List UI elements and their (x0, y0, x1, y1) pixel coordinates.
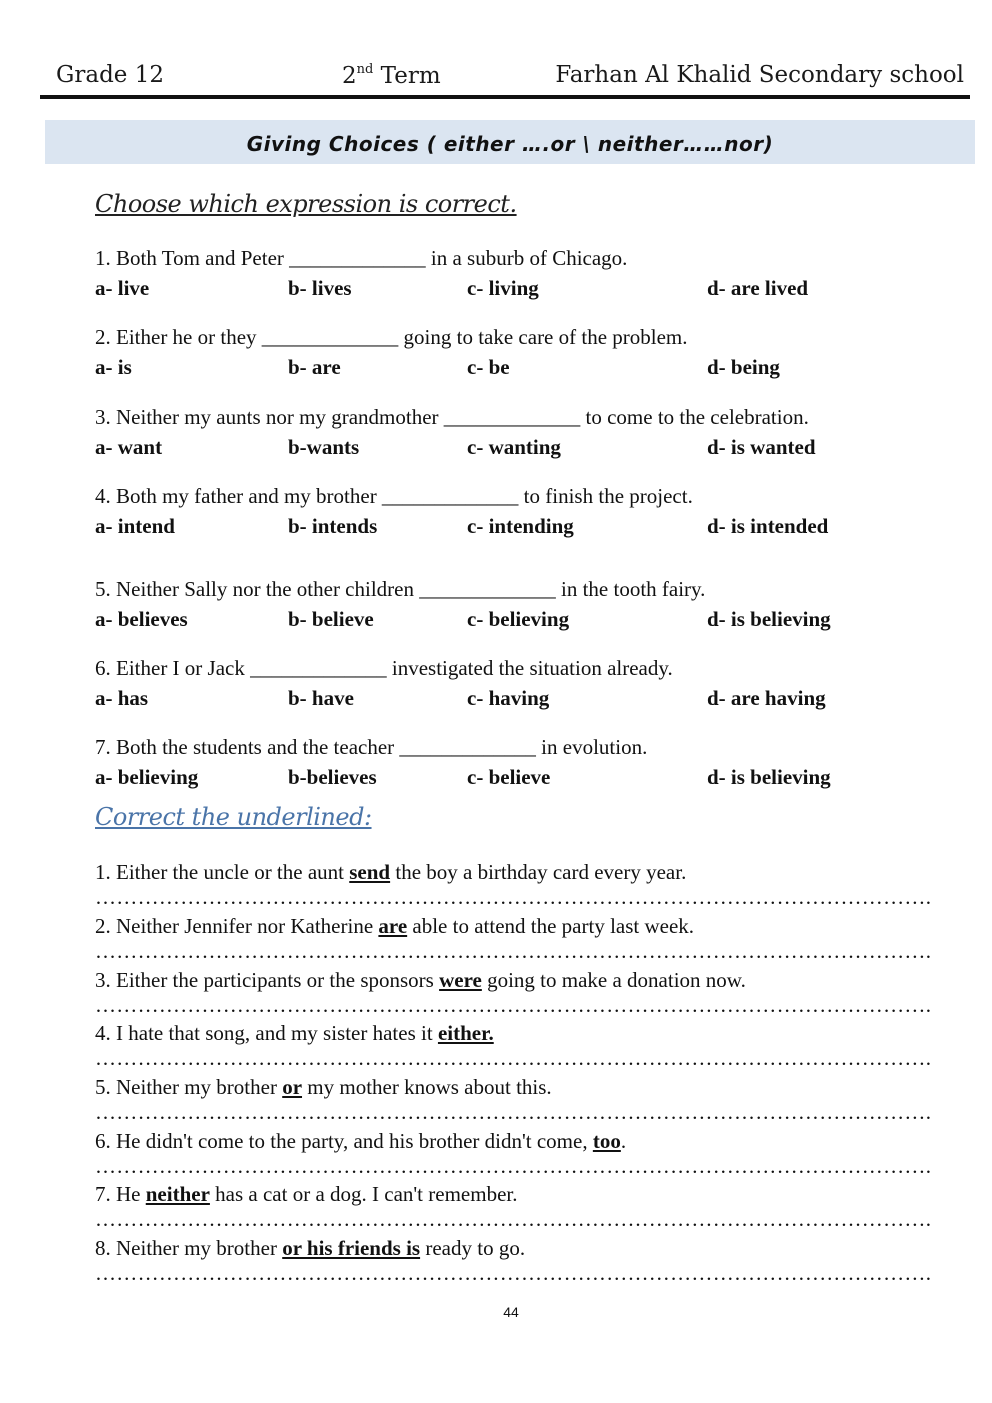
grade-label: Grade 12 (56, 62, 164, 88)
option: c- believing (467, 607, 570, 631)
answer-line: ………………………………………………………………………………………………………. (95, 1046, 932, 1070)
answer-line: ………………………………………………………………………………………………………. (95, 993, 932, 1017)
sentence-text: 4. I hate that song, and my sister hates it (95, 1021, 438, 1045)
correction-sentence (95, 1127, 975, 1155)
correction-sentence (95, 858, 975, 886)
option: a- intend (95, 514, 175, 538)
question (95, 574, 975, 634)
option: a- want (95, 435, 163, 459)
correction-item (95, 1127, 975, 1181)
option: b-wants (288, 435, 360, 459)
answer-line: ………………………………………………………………………………………………………. (95, 1154, 932, 1178)
option: d- is believing (707, 607, 831, 631)
sentence-text: 3. Either the participants or the sponsors (95, 968, 440, 992)
question (95, 243, 975, 303)
option: a- believing (95, 765, 199, 789)
correction-sentence (95, 1019, 975, 1047)
correction-sentence (95, 912, 975, 940)
option: a- has (95, 686, 149, 710)
underlined-word: either. (437, 1021, 494, 1045)
term-word: Term (373, 63, 441, 89)
question-stem: 1. Both Tom and Peter _____________ in a suburb of Chicago. (95, 246, 628, 270)
sentence-text: able to attend the party last week. (407, 914, 695, 938)
option: c- living (467, 276, 539, 300)
question-options (95, 273, 975, 303)
option: b- lives (288, 276, 352, 300)
question-options (95, 511, 975, 541)
question-stem: 7. Both the students and the teacher _____________ in evolution. (95, 735, 648, 759)
option: c- intending (467, 514, 574, 538)
sentence-text: 1. Either the uncle or the aunt (95, 860, 350, 884)
answer-line: ………………………………………………………………………………………………………. (95, 885, 932, 909)
question-options (95, 604, 975, 634)
page-number: 44 (503, 1304, 519, 1320)
question (95, 481, 975, 541)
correction-sentence (95, 1180, 975, 1208)
underlined-word: or his friends is (282, 1236, 421, 1260)
question-options (95, 352, 975, 382)
correction-item (95, 912, 975, 966)
correction-item (95, 1073, 975, 1127)
school-name: Farhan Al Khalid Secondary school (555, 62, 964, 88)
correction-item (95, 966, 975, 1020)
option: a- believes (95, 607, 188, 631)
underlined-word: neither (145, 1182, 210, 1206)
term-suffix: nd (356, 62, 374, 77)
sentence-text: 7. He (95, 1182, 146, 1206)
question-stem: 3. Neither my aunts nor my grandmother _____________ to come to the celebration. (95, 405, 809, 429)
option: b- believe (288, 607, 374, 631)
header-rule (40, 95, 970, 99)
question-options (95, 762, 975, 792)
page-header (40, 58, 970, 94)
option: d- is intended (707, 514, 829, 538)
option: d- are lived (707, 276, 809, 300)
option: a- is (95, 355, 132, 379)
correction-sentence (95, 966, 975, 994)
option: d- being (707, 355, 780, 379)
underlined-word: too (592, 1129, 621, 1153)
topic-banner: Giving Choices ( either ….or \ neither……nor) (45, 120, 975, 164)
section-title-choose: Choose which expression is correct. (95, 190, 517, 218)
option: d- is believing (707, 765, 831, 789)
question-stem: 2. Either he or they _____________ going to take care of the problem. (95, 325, 688, 349)
correction-item (95, 1019, 975, 1073)
question-options (95, 432, 975, 462)
question-stem: 5. Neither Sally nor the other children _____________ in the tooth fairy. (95, 577, 706, 601)
option: c- be (467, 355, 510, 379)
question-stem: 6. Either I or Jack _____________ investigated the situation already. (95, 656, 673, 680)
sentence-text: 6. He didn't come to the party, and his brother didn't come, (95, 1129, 593, 1153)
option: b- intends (288, 514, 378, 538)
sentence-text: 5. Neither my brother (95, 1075, 283, 1099)
option: d- is wanted (707, 435, 816, 459)
question (95, 322, 975, 382)
sentence-text: . (620, 1129, 627, 1153)
question (95, 732, 975, 792)
option: b- have (288, 686, 354, 710)
question (95, 402, 975, 462)
answer-line: ………………………………………………………………………………………………………. (95, 939, 932, 963)
sentence-text: ready to go. (420, 1236, 526, 1260)
underlined-word: are (378, 914, 408, 938)
sentence-text: going to make a donation now. (481, 968, 746, 992)
term-label (342, 62, 441, 89)
sentence-text: my mother knows about this. (302, 1075, 552, 1099)
correction-item (95, 1180, 975, 1234)
question (95, 653, 975, 713)
underlined-word: send (349, 860, 391, 884)
correction-sentence (95, 1073, 975, 1101)
option: d- are having (707, 686, 826, 710)
sentence-text: 8. Neither my brother (95, 1236, 283, 1260)
option: a- live (95, 276, 150, 300)
term-number: 2 (342, 63, 357, 89)
option: c- believe (467, 765, 551, 789)
sentence-text: the boy a birthday card every year. (390, 860, 687, 884)
option: c- wanting (467, 435, 561, 459)
answer-line: ………………………………………………………………………………………………………. (95, 1207, 932, 1231)
option: b-believes (288, 765, 377, 789)
answer-line: ………………………………………………………………………………………………………. (95, 1261, 932, 1285)
correction-sentence (95, 1234, 975, 1262)
question-options (95, 683, 975, 713)
correction-item (95, 1234, 975, 1288)
sentence-text: has a cat or a dog. I can't remember. (209, 1182, 518, 1206)
question-stem: 4. Both my father and my brother _____________ to finish the project. (95, 484, 693, 508)
option: c- having (467, 686, 550, 710)
answer-line: ………………………………………………………………………………………………………. (95, 1100, 932, 1124)
option: b- are (288, 355, 341, 379)
underlined-word: were (439, 968, 482, 992)
underlined-word: or (282, 1075, 303, 1099)
section-title-correct: Correct the underlined: (95, 803, 372, 831)
correction-item (95, 858, 975, 912)
sentence-text: 2. Neither Jennifer nor Katherine (95, 914, 379, 938)
